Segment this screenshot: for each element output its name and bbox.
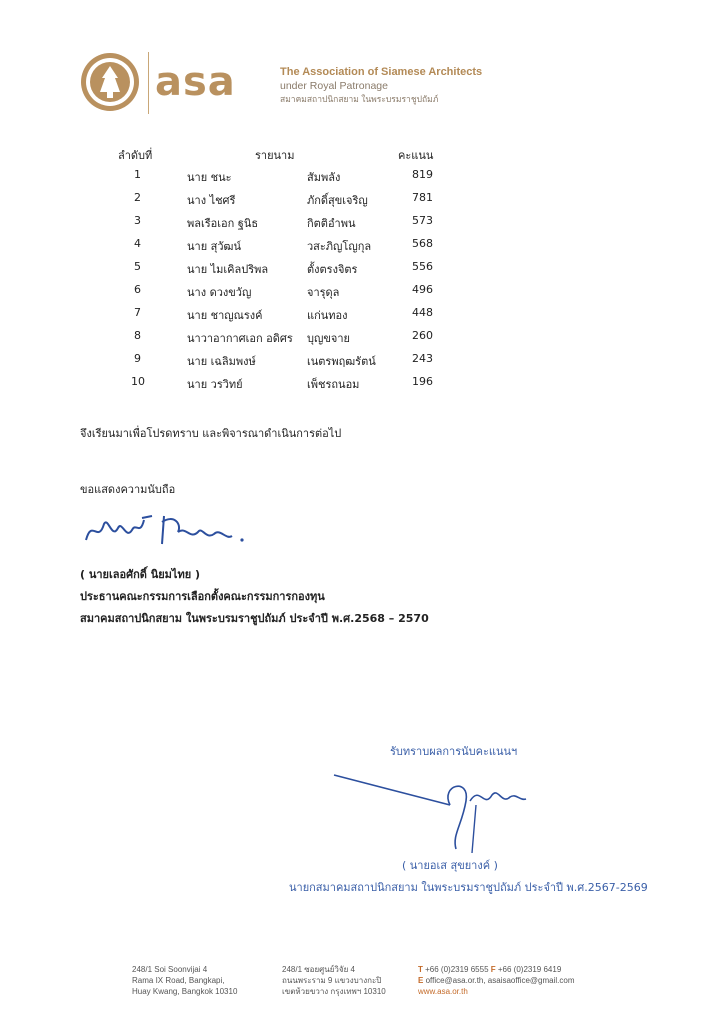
closing-line: จึงเรียนมาเพื่อโปรดทราบ และพิจารณาดำเนินการต่อไป bbox=[80, 427, 342, 440]
row-rank: 9 bbox=[134, 352, 141, 365]
row-score: 556 bbox=[412, 260, 433, 273]
footer-website[interactable]: www.asa.or.th bbox=[418, 987, 468, 996]
row-last-name: ภักดิ์สุขเจริญ bbox=[307, 194, 368, 207]
row-first-name: พลเรือเอก ฐนิธ bbox=[187, 217, 259, 230]
row-first-name: นาย ชนะ bbox=[187, 171, 232, 184]
row-score: 496 bbox=[412, 283, 433, 296]
org-name-th: สมาคมสถาปนิกสยาม ในพระบรมราชูปถัมภ์ bbox=[280, 94, 439, 104]
footer-address-th: 248/1 ซอยศูนย์วิจัย 4 ถนนพระราม 9 แขวงบางกะปิ เขตห้วยขวาง กรุงเทพฯ 10310 bbox=[282, 965, 386, 996]
row-rank: 1 bbox=[134, 168, 141, 181]
row-last-name: กิตติอำพน bbox=[307, 217, 356, 230]
row-last-name: แก่นทอง bbox=[307, 309, 348, 322]
row-first-name: นาย สุวัฒน์ bbox=[187, 240, 241, 253]
footer-tel: +66 (0)2319 6555 bbox=[425, 965, 489, 974]
chairman-signature bbox=[82, 510, 252, 552]
acknowledgement-heading: รับทราบผลการนับคะแนนฯ bbox=[390, 745, 518, 758]
org-name-en: The Association of Siamese Architects bbox=[280, 66, 483, 78]
president-signature bbox=[330, 765, 530, 855]
row-rank: 3 bbox=[134, 214, 141, 227]
row-last-name: จารุดุล bbox=[307, 286, 340, 299]
row-rank: 10 bbox=[131, 375, 145, 388]
row-last-name: บุญขจาย bbox=[307, 332, 350, 345]
org-subtitle-en: under Royal Patronage bbox=[280, 80, 388, 92]
row-score: 243 bbox=[412, 352, 433, 365]
header-divider bbox=[148, 52, 149, 114]
acknowledger-title: นายกสมาคมสถาปนิกสยาม ในพระบรมราชูปถัมภ์ ประจำปี พ.ศ.2567-2569 bbox=[289, 881, 648, 894]
asa-wordmark: asa bbox=[155, 59, 236, 105]
row-first-name: นาย เฉลิมพงษ์ bbox=[187, 355, 256, 368]
row-score: 781 bbox=[412, 191, 433, 204]
signatory-org: สมาคมสถาปนิกสยาม ในพระบรมราชูปถัมภ์ ประจำปี พ.ศ.2568 – 2570 bbox=[80, 612, 429, 625]
footer-email[interactable]: office@asa.or.th, asaisaoffice@gmail.com bbox=[425, 976, 575, 985]
row-score: 196 bbox=[412, 375, 433, 388]
row-rank: 5 bbox=[134, 260, 141, 273]
row-first-name: นาย วรวิทย์ bbox=[187, 378, 243, 391]
row-rank: 2 bbox=[134, 191, 141, 204]
acknowledger-name: ( นายอเส สุขยางค์ ) bbox=[402, 859, 498, 872]
row-last-name: เพ็ชรถนอม bbox=[307, 378, 360, 391]
row-first-name: นาย ชาญณรงค์ bbox=[187, 309, 263, 322]
footer-address-en: 248/1 Soi Soonvijai 4 Rama IX Road, Bangkapi, Huay Kwang, Bangkok 10310 bbox=[132, 965, 238, 996]
row-rank: 7 bbox=[134, 306, 141, 319]
row-score: 568 bbox=[412, 237, 433, 250]
row-last-name: สัมพลัง bbox=[307, 171, 341, 184]
row-last-name: วสะภิญโญกุล bbox=[307, 240, 372, 253]
col-header-name: รายนาม bbox=[255, 149, 295, 162]
row-first-name: นาง ดวงขวัญ bbox=[187, 286, 252, 299]
col-header-rank: ลำดับที่ bbox=[118, 149, 153, 162]
row-last-name: เนตรพฤฒรัตน์ bbox=[307, 355, 376, 368]
row-first-name: นาวาอากาศเอก อดิศร bbox=[187, 332, 293, 345]
row-last-name: ตั้งตรงจิตร bbox=[307, 263, 358, 276]
row-score: 448 bbox=[412, 306, 433, 319]
col-header-score: คะแนน bbox=[398, 149, 434, 162]
association-seal-logo bbox=[80, 52, 140, 112]
row-score: 260 bbox=[412, 329, 433, 342]
row-rank: 6 bbox=[134, 283, 141, 296]
footer-contact: T +66 (0)2319 6555 F +66 (0)2319 6419 E office@asa.or.th, asaisaoffice@gmail.com www.asa.or.th bbox=[418, 964, 718, 997]
row-rank: 8 bbox=[134, 329, 141, 342]
regards-line: ขอแสดงความนับถือ bbox=[80, 483, 176, 496]
row-rank: 4 bbox=[134, 237, 141, 250]
row-first-name: นาย ไมเคิลปริพล bbox=[187, 263, 269, 276]
signatory-name: ( นายเลอศักดิ์ นิยมไทย ) bbox=[80, 568, 201, 581]
row-first-name: นาง ไชศรี bbox=[187, 194, 236, 207]
signatory-title: ประธานคณะกรรมการเลือกตั้งคณะกรรมการกองทุน bbox=[80, 590, 325, 603]
row-score: 573 bbox=[412, 214, 433, 227]
row-score: 819 bbox=[412, 168, 433, 181]
footer-fax: +66 (0)2319 6419 bbox=[497, 965, 562, 974]
